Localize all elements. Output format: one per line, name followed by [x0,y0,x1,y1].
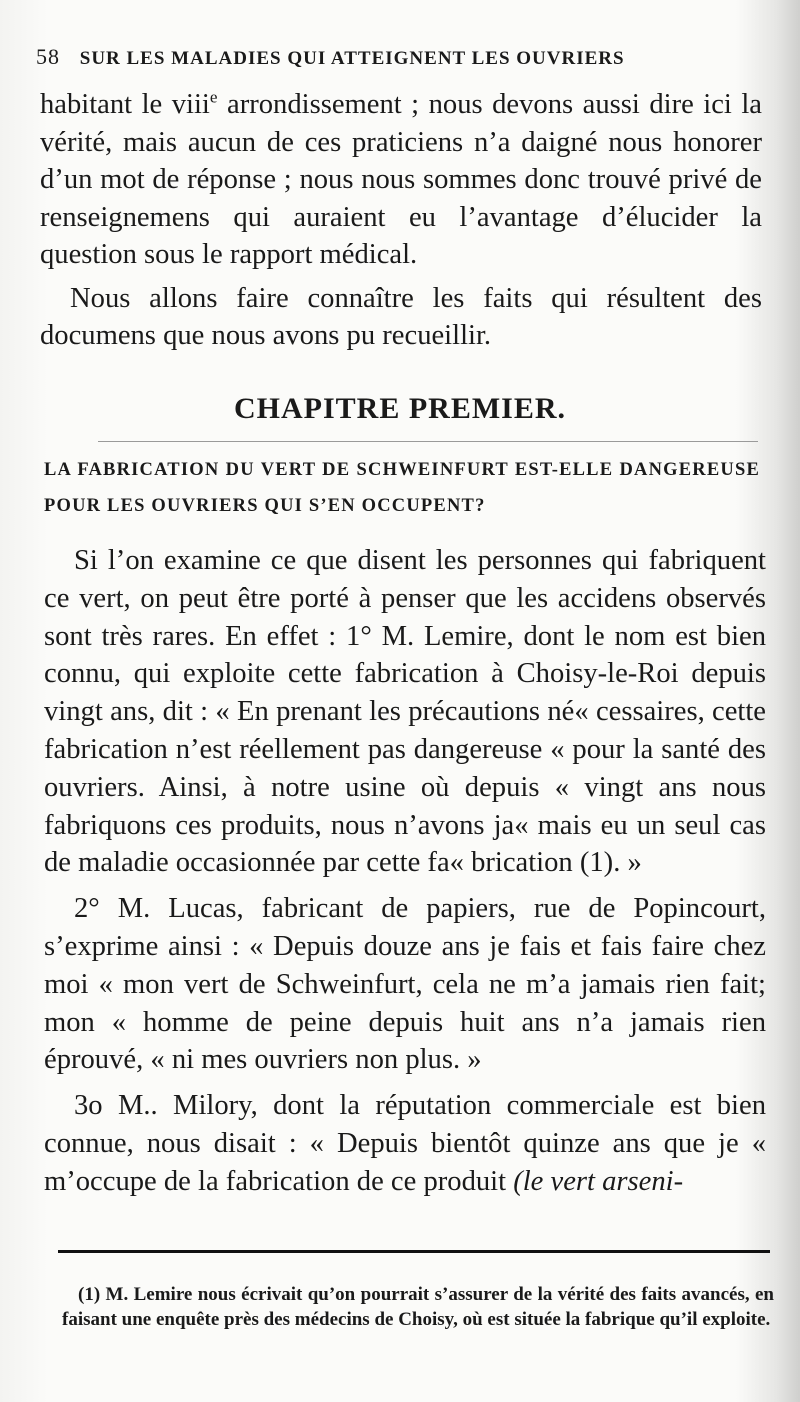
chapter-text [44,542,766,1201]
body-p3-italic: (le vert arseni- [513,1165,684,1197]
page-number: 58 [36,44,60,69]
intro-p1-start: habitant le viii [40,89,210,120]
intro-p1-rest: arrondissement ; nous devons aussi dire ici la vérité, mais aucun de ces praticiens n’a daigné nous honorer d’un mot de réponse ; nous nous sommes donc trouvé privé de renseignemens qui auraient eu l’avantage d’élucider la question sous le rapport médical. [40,89,762,270]
body-p3-text: 3o M.. Milory, dont la réputation commerciale est bien connue, nous disait : « Depuis bientôt quinze ans que je « m’occupe de la fabrication de ce produit [44,1090,766,1197]
body-paragraph-3 [44,1087,766,1200]
running-header [36,44,756,70]
ordinal-superscript: e [209,87,218,107]
footnote-rule [58,1250,770,1253]
section-heading [44,452,760,524]
intro-paragraph-2: Nous allons faire connaître les faits qui résultent des documens que nous avons pu recueillir. [40,282,762,351]
chapter-title: CHAPITRE PREMIER. [233,392,566,425]
chapter-divider [98,441,758,442]
body-paragraph-2: 2° M. Lucas, fabricant de papiers, rue de Popincourt, s’exprime ainsi : « Depuis douze ans je fais et fais faire chez moi « mon vert de Schweinfurt, cela ne m’a jamais rien fait; mon « homme de peine depuis huit ans n’a jamais rien éprouvé, « ni mes ouvriers non plus. » [44,893,766,1076]
intro-text [40,86,762,355]
running-title: SUR LES MALADIES QUI ATTEIGNENT LES OUVRIERS [79,48,625,69]
intro-paragraph-1 [40,86,762,274]
footnote [62,1282,774,1332]
footnote-text: (1) M. Lemire nous écrivait qu’on pourrait s’assurer de la vérité des faits avancés, en faisant une enquête près des médecins de Choisy, où est située la fabrique qu’il exploite. [62,1284,774,1330]
body-paragraph-1: Si l’on examine ce que disent les personnes qui fabriquent ce vert, on peut être porté à penser que les accidens observés sont très rares. En effet : 1° M. Lemire, dont le nom est bien connu, qui exploite cette fabrication à Choisy-le-Roi depuis vingt ans, dit : « En prenant les précautions né« cessaires, cette fabrication n’est réellement pas dangereuse « pour la santé des ouvriers. Ainsi, à notre usine où depuis « vingt ans nous fabriquons ces produits, nous n’avons ja« mais eu un seul cas de maladie occasionnée par cette fa« brication (1). » [44,545,766,879]
section-title: LA FABRICATION DU VERT DE SCHWEINFURT EST-ELLE DANGEREUSE POUR LES OUVRIERS QUI S’EN OCCUPENT? [44,460,760,516]
